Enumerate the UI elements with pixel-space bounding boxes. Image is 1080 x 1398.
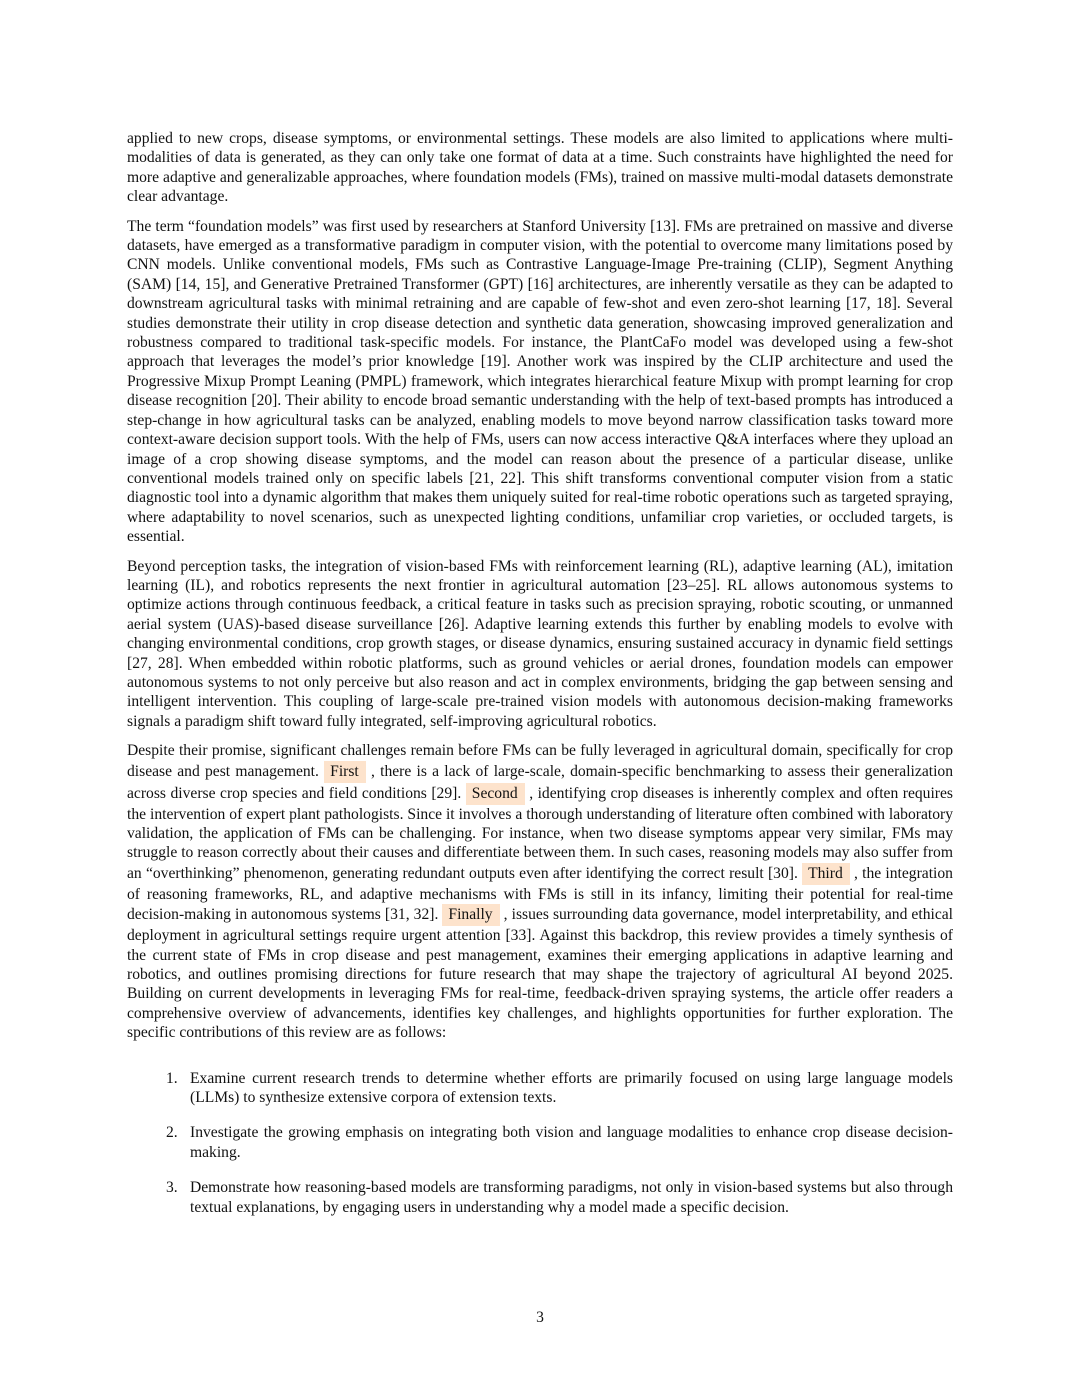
paragraph-beyond-perception: Beyond perception tasks, the integration of vision-based FMs with reinforcement learning (RL), adaptive learning (AL), imitation learning (IL), and robotics represents the next frontier in agricultural automation [23–25]. RL allows autonomous systems to optimize actions through continuous feedback, a critical feature in tasks such as precision spraying, robotic scouting, or unmanned aerial system (UAS)-based disease surveillance [26]. Adaptive learning extends this further by enabling models to evolve with changing environmental conditions, crop growth stages, or disease dynamics, ensuring sustained accuracy in dynamic field settings [27, 28]. When embedded within robotic platforms, such as ground vehicles or aerial drones, foundation models can empower autonomous systems to not only perceive but also reason and act in complex environments, bridging the gap between sensing and intelligent intervention. This coupling of large-scale pre-trained vision models with autonomous decision-making frameworks signals a paradigm shift toward fully integrated, self-improving agricultural robotics.	[127, 557, 953, 730]
highlight-finally: Finally	[442, 904, 499, 926]
contribution-text: Investigate the growing emphasis on integrating both vision and language modalities to enhance crop disease decision-making.	[190, 1124, 953, 1161]
contribution-text: Demonstrate how reasoning-based models are transforming paradigms, not only in vision-based systems but also through textual explanations, by engaging users in understanding why a model made a specific decision.	[190, 1179, 953, 1216]
challenges-text-third: , the integration of reasoning frameworks, RL, and adaptive mechanisms with FMs is still in its infancy, limiting their potential for real-time decision-making in autonomous systems [31, 32].	[127, 864, 953, 924]
contribution-item	[127, 1178, 953, 1217]
paragraph-intro-continuation: applied to new crops, disease symptoms, or environmental settings. These models are also limited to applications where multi-modalities of data is generated, as they can only take one format of data at a time. Such constraints have highlighted the need for more adaptive and generalizable approaches, where foundation models (FMs), trained on massive multi-modal datasets demonstrate clear advantage.	[127, 130, 953, 206]
page-number: 3	[536, 1309, 544, 1326]
challenges-text-second: , identifying crop diseases is inherently complex and often requires the intervention of expert plant pathologists. Since it involves a thorough understanding of literature often combined with laboratory validation, the application of FMs can be challenging. For instance, when two disease symptoms appear very similar, FMs may struggle to reason correctly about their causes and differentiate between them. In such cases, reasoning models may also suffer from an “overthinking” phenomenon, generating redundant outputs even after identifying the correct result [30].	[127, 784, 953, 882]
challenges-text-first: , there is a lack of large-scale, domain-specific benchmarking to assess their generalization across diverse crop species and field conditions [29].	[127, 762, 953, 802]
contribution-item	[127, 1123, 953, 1162]
contribution-item	[127, 1069, 953, 1108]
contribution-number: 2.	[166, 1124, 178, 1142]
challenges-text-finally: , issues surrounding data governance, model interpretability, and ethical deployment in agricultural settings require urgent attention [33]. Against this backdrop, this review provides a timely synthesis of the current state of FMs in crop disease and pest management, examines their emerging applications in adaptive learning and robotics, and outlines promising directions for future research that may shape the trajectory of agricultural AI beyond 2025. Building on current developments in leveraging FMs for real-time, feedback-driven spraying systems, the article offer readers a comprehensive overview of advancements, identifies key challenges, and highlights opportunities for further exploration. The specific contributions of this review are as follows:	[127, 906, 953, 1042]
paragraph-foundation-models: The term “foundation models” was first used by researchers at Stanford University [13]. FMs are pretrained on massive and diverse datasets, have emerged as a transformative paradigm in computer vision, with the potential to overcome many limitations posed by CNN models. Unlike conventional models, FMs such as Contrastive Language-Image Pre-training (CLIP), Segment Anything (SAM) [14, 15], and Generative Pretrained Transformer (GPT) [16] architectures, are inherently versatile as they can be adapted to downstream agricultural tasks with minimal retraining and are capable of few-shot and even zero-shot learning [17, 18]. Several studies demonstrate their utility in crop disease detection and synthetic data generation, showcasing improved generalization and robustness compared to traditional task-specific models. For instance, the PlantCaFo model was developed using a few-shot approach that leverages the model’s prior knowledge [19]. Another work was inspired by the CLIP architecture and used the Progressive Mixup Prompt Leaning (PMPL) framework, which integrates hierarchical feature Mixup with prompt learning for crop disease recognition [20]. Their ability to encode broad semantic understanding with the help of text-based prompts has introduced a step-change in how agricultural tasks can be analyzed, enabling models to move beyond narrow classification tasks toward more context-aware decision support tools. With the help of FMs, users can now access interactive Q&A interfaces where they upload an image of a crop showing disease symptoms, and the model can reason about the presence of a particular disease, unlike conventional models trained only on specific labels [21, 22]. This shift transforms conventional computer vision from a static diagnostic tool into a dynamic algorithm that makes them uniquely suited for real-time robotic operations such as targeted spraying, where adaptability to novel scenarios, such as unexpected lighting conditions, unfamiliar crop varieties, or occluded targets, is essential.	[127, 217, 953, 546]
paragraph-challenges	[127, 741, 953, 1042]
challenges-text-intro: Despite their promise, significant challenges remain before FMs can be fully leveraged in agricultural domain, specifically for crop disease and pest management.	[127, 742, 953, 780]
highlight-third: Third	[802, 863, 850, 885]
highlight-first: First	[324, 761, 366, 783]
contribution-number: 1.	[166, 1069, 178, 1087]
highlight-second: Second	[466, 783, 525, 805]
page-body	[127, 129, 953, 1233]
contribution-text: Examine current research trends to determine whether efforts are primarily focused on using large language models (LLMs) to synthesize extensive corpora of extension texts.	[190, 1069, 953, 1107]
contributions-list	[127, 1069, 953, 1217]
contribution-number: 3.	[166, 1179, 178, 1197]
